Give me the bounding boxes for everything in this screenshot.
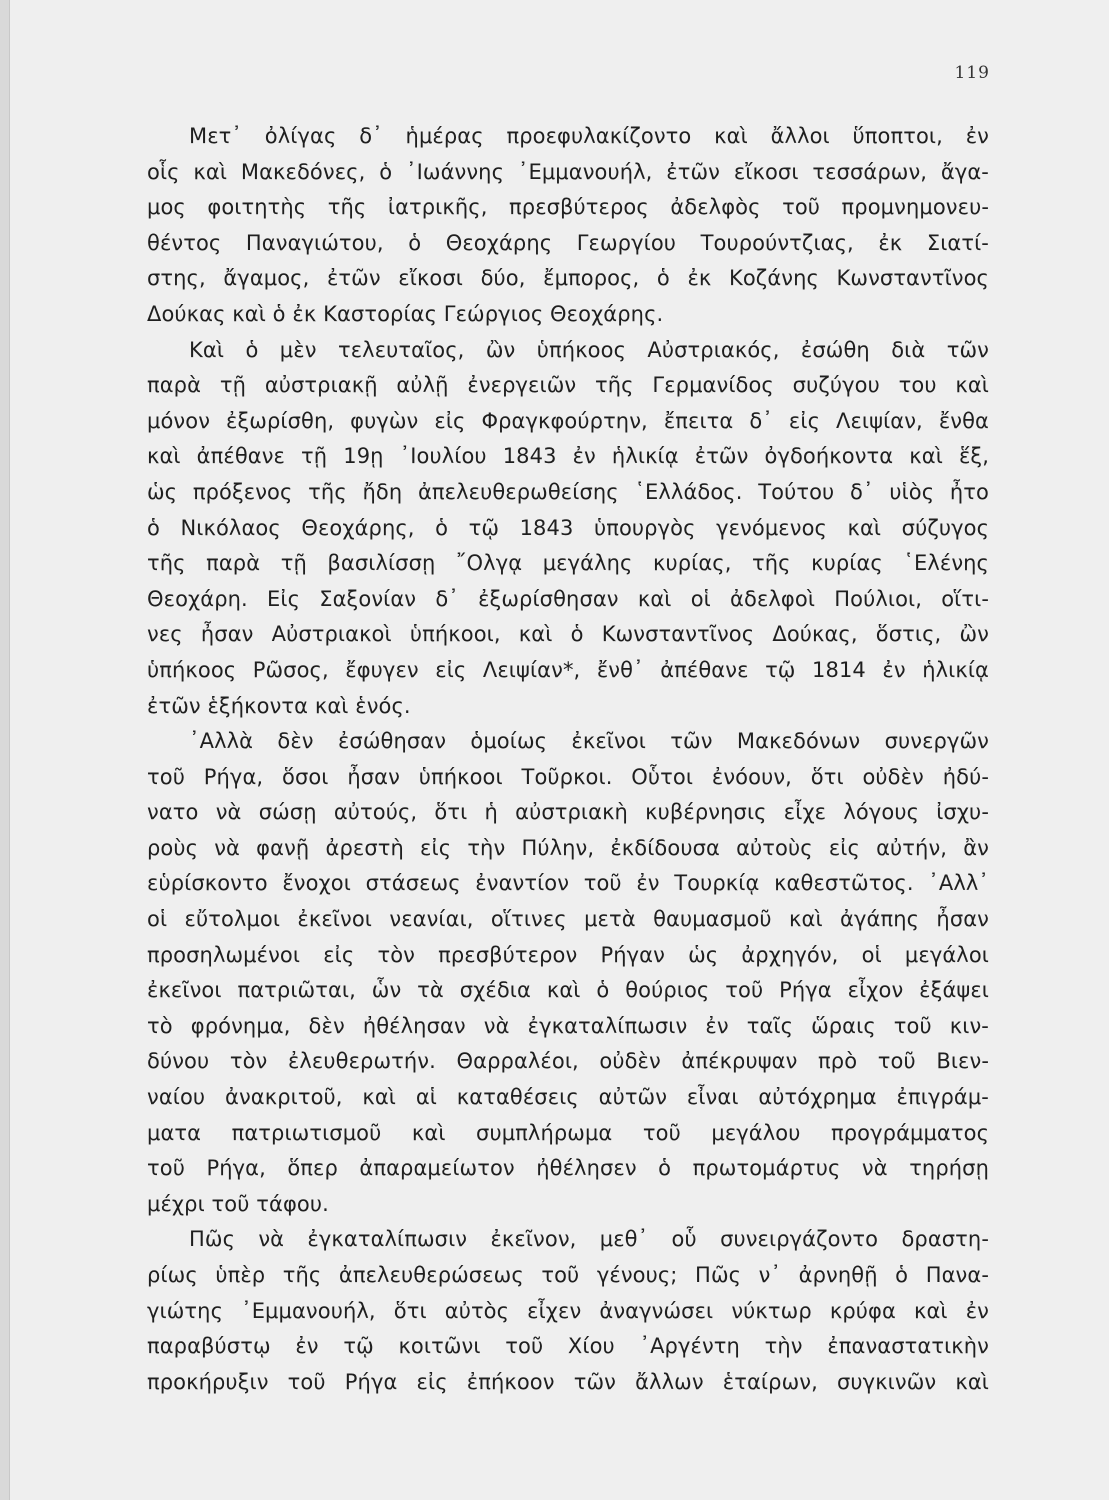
text-line: Μετ᾽ ὀλίγας δ᾽ ἡμέρας προεφυλακίζοντο καὶ ἄλλοι ὕποπτοι, ἐν (189, 124, 989, 148)
text-line: τῆς παρὰ τῇ βασιλίσσῃ ῎Ολγᾳ μεγάλης κυρίας, τῆς κυρίας ῾Ελένης (147, 551, 989, 576)
text-line: ἐκεῖνοι πατριῶται, ὧν τὰ σχέδια καὶ ὁ θούριος τοῦ Ρήγα εἶχον ἐξάψει (147, 978, 989, 1003)
text-line: Πῶς νὰ ἐγκαταλίπωσιν ἐκεῖνον, μεθ᾽ οὗ συνειργάζοντο δραστη- (189, 1227, 989, 1252)
text-line: παραβύστῳ ἐν τῷ κοιτῶνι τοῦ Χίου ᾽Αργέντη τὴν ἐπαναστατικὴν (147, 1334, 989, 1359)
text-line: μέχρι τοῦ τάφου. (147, 1191, 329, 1216)
text-line: παρὰ τῇ αὐστριακῇ αὐλῇ ἐνεργειῶν τῆς Γερμανίδος συζύγου του καὶ (147, 373, 989, 398)
text-line: θέντος Παναγιώτου, ὁ Θεοχάρης Γεωργίου Τουρούντζιας, ἐκ Σιατί- (147, 230, 989, 255)
text-line: Δούκας καὶ ὁ ἐκ Καστορίας Γεώργιος Θεοχάρης. (147, 301, 664, 326)
text-line: ροὺς νὰ φανῇ ἀρεστὴ εἰς τὴν Πύλην, ἐκδίδουσα αὐτοὺς εἰς αὐτήν, ἂν (147, 835, 989, 860)
text-line: εὑρίσκοντο ἔνοχοι στάσεως ἐναντίον τοῦ ἐν Τουρκίᾳ καθεστῶτος. ᾽Αλλ᾽ (147, 871, 989, 896)
text-line: μόνον ἐξωρίσθη, φυγὼν εἰς Φραγκφούρτην, ἔπειτα δ᾽ εἰς Λειψίαν, ἔνθα (147, 408, 989, 433)
text-line: οἷς καὶ Μακεδόνες, ὁ ᾽Ιωάννης ᾽Εμμανουήλ, ἐτῶν εἴκοσι τεσσάρων, ἄγα- (147, 159, 989, 184)
text-line: ὑπήκοος Ρῶσος, ἔφυγεν εἰς Λειψίαν*, ἔνθ᾽ ἀπέθανε τῷ 1814 ἐν ἡλικίᾳ (147, 657, 989, 682)
text-line: στης, ἄγαμος, ἐτῶν εἴκοσι δύο, ἔμπορος, ὁ ἐκ Κοζάνης Κωνσταντῖνος (147, 266, 989, 291)
text-line: ρίως ὑπὲρ τῆς ἀπελευθερώσεως τοῦ γένους; Πῶς ν᾽ ἀρνηθῇ ὁ Πανα- (147, 1263, 989, 1287)
text-line: τοῦ Ρήγα, ὅσοι ἦσαν ὑπήκοοι Τοῦρκοι. Οὗτοι ἐνόουν, ὅτι οὐδὲν ἠδύ- (147, 764, 989, 789)
text-line: ναίου ἀνακριτοῦ, καὶ αἱ καταθέσεις αὐτῶν εἶναι αὐτόχρημα ἐπιγράμ- (147, 1085, 989, 1110)
text-line: μος φοιτητὴς τῆς ἰατρικῆς, πρεσβύτερος ἀδελφὸς τοῦ προμνημονευ- (147, 195, 989, 220)
text-line: Θεοχάρη. Εἰς Σαξονίαν δ᾽ ἐξωρίσθησαν καὶ οἱ ἀδελφοὶ Πούλιοι, οἵτι- (147, 586, 989, 611)
text-line: δύνου τὸν ἐλευθερωτήν. Θαρραλέοι, οὐδὲν ἀπέκρυψαν πρὸ τοῦ Βιεν- (147, 1049, 989, 1074)
text-line: ᾽Αλλὰ δὲν ἐσώθησαν ὁμοίως ἐκεῖνοι τῶν Μακεδόνων συνεργῶν (189, 729, 989, 754)
body-text (147, 119, 989, 1400)
text-line: νες ἦσαν Αὐστριακοὶ ὑπήκοοι, καὶ ὁ Κωνσταντῖνος Δούκας, ὅστις, ὢν (147, 622, 989, 647)
text-line: νατο νὰ σώσῃ αὐτούς, ὅτι ἡ αὐστριακὴ κυβέρνησις εἶχε λόγους ἰσχυ- (147, 800, 989, 825)
text-line: τὸ φρόνημα, δὲν ἠθέλησαν νὰ ἐγκαταλίπωσιν ἐν ταῖς ὥραις τοῦ κιν- (147, 1013, 989, 1038)
text-line: καὶ ἀπέθανε τῇ 19ῃ ᾽Ιουλίου 1843 ἐν ἡλικίᾳ ἐτῶν ὀγδοήκοντα καὶ ἕξ, (147, 444, 989, 469)
text-line: οἱ εὔτολμοι ἐκεῖνοι νεανίαι, οἵτινες μετὰ θαυμασμοῦ καὶ ἀγάπης ἦσαν (147, 907, 989, 932)
text-line: προσηλωμένοι εἰς τὸν πρεσβύτερον Ρήγαν ὡς ἀρχηγόν, οἱ μεγάλοι (147, 942, 989, 967)
text-line: ἐτῶν ἑξήκοντα καὶ ἑνός. (147, 693, 411, 718)
text-line: τοῦ Ρήγα, ὅπερ ἀπαραμείωτον ἠθέλησεν ὁ πρωτομάρτυς νὰ τηρήσῃ (147, 1156, 989, 1181)
text-line: ὁ Νικόλαος Θεοχάρης, ὁ τῷ 1843 ὑπουργὸς γενόμενος καὶ σύζυγος (147, 515, 989, 540)
text-line: ματα πατριωτισμοῦ καὶ συμπλήρωμα τοῦ μεγάλου προγράμματος (147, 1120, 989, 1145)
text-line: Καὶ ὁ μὲν τελευταῖος, ὢν ὑπήκοος Αὐστριακός, ἐσώθη διὰ τῶν (189, 337, 989, 362)
page-number: 119 (954, 63, 990, 83)
text-line: ὡς πρόξενος τῆς ἤδη ἀπελευθερωθείσης ῾Ελλάδος. Τούτου δ᾽ υἱὸς ἦτο (147, 479, 989, 504)
text-line: γιώτης ᾽Εμμανουήλ, ὅτι αὐτὸς εἶχεν ἀναγνώσει νύκτωρ κρύφα καὶ ἐν (147, 1298, 989, 1323)
text-line: προκήρυξιν τοῦ Ρήγα εἰς ἐπήκοον τῶν ἄλλων ἑταίρων, συγκινῶν καὶ (147, 1369, 989, 1394)
page-binding-edge (0, 0, 9, 1500)
